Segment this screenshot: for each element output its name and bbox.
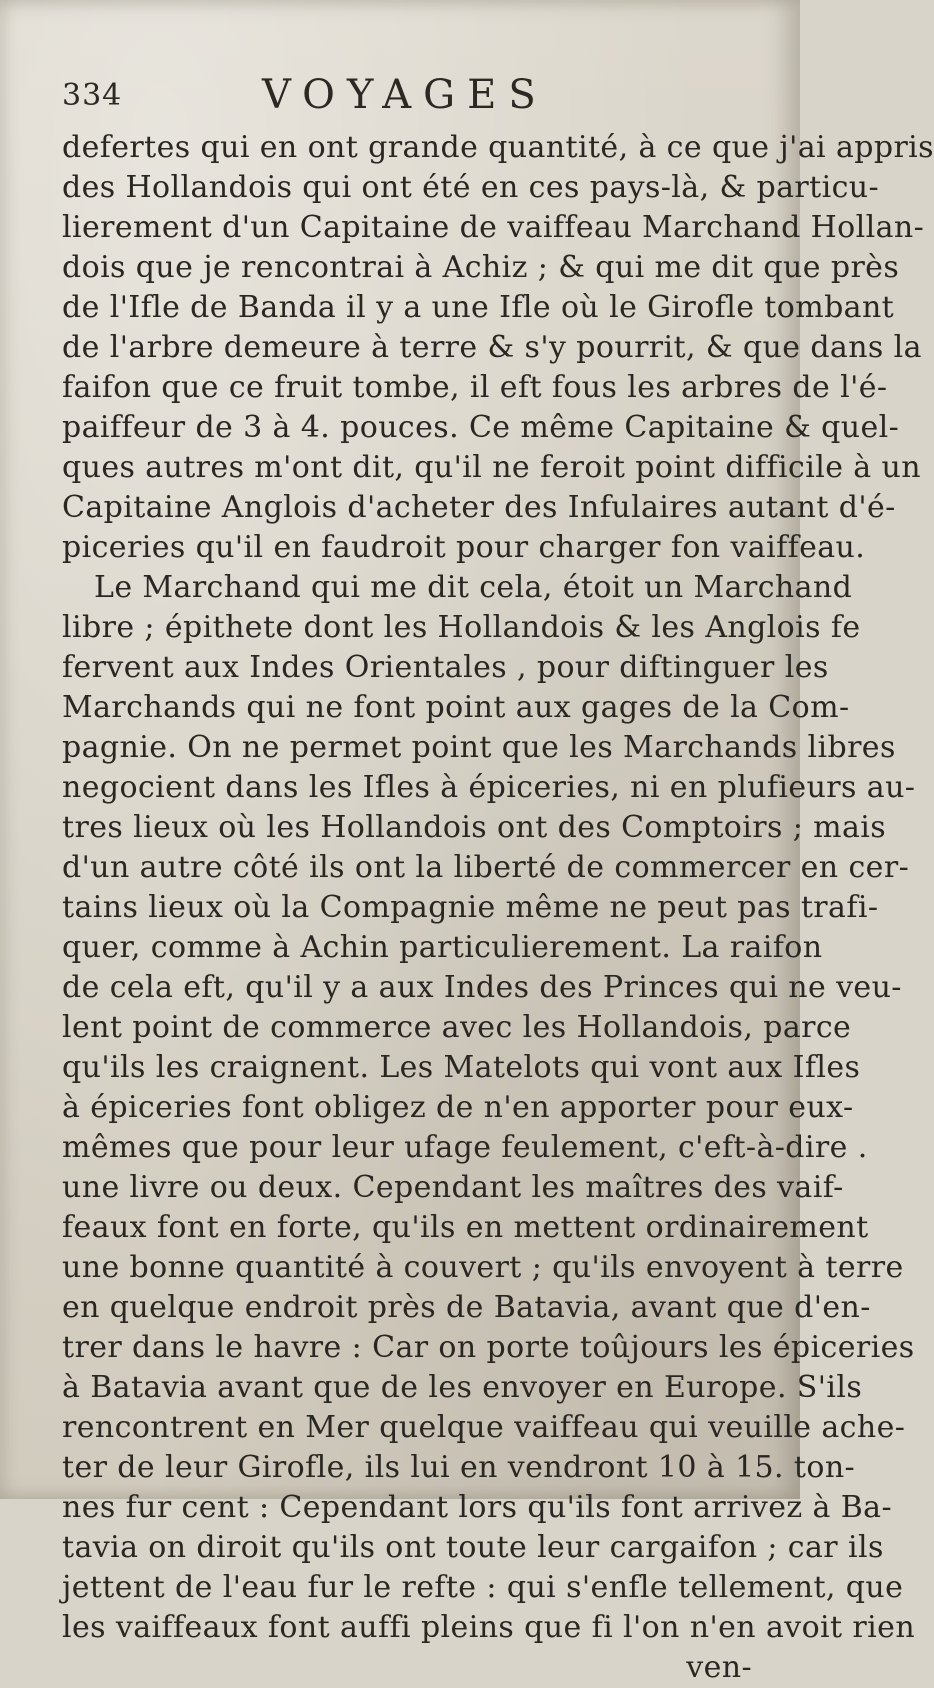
text-line: mêmes que pour leur ufage feulement, c'eft-à-dire .: [62, 1130, 868, 1165]
text-line: nes fur cent : Cependant lors qu'ils font arrivez à Ba-: [62, 1490, 893, 1525]
text-line: les vaiffeaux font auffi pleins que fi l'on n'en avoit rien: [62, 1610, 916, 1645]
text-line: à Batavia avant que de les envoyer en Europe. S'ils: [62, 1370, 863, 1405]
text-line: fervent aux Indes Orientales , pour diftinguer les: [62, 650, 829, 685]
text-line: de cela eft, qu'il y a aux Indes des Princes qui ne veu-: [62, 970, 902, 1005]
body-text: [62, 128, 934, 1688]
text-line: de l'arbre demeure à terre & s'y pourrit, & que dans la: [62, 330, 922, 365]
text-line: qu'ils les craignent. Les Matelots qui vont aux Ifles: [62, 1050, 861, 1085]
text-line: piceries qu'il en faudroit pour charger fon vaiffeau.: [62, 530, 866, 565]
text-line: quer, comme à Achin particulierement. La raifon: [62, 930, 823, 965]
text-line: negocient dans les Ifles à épiceries, ni en plufieurs au-: [62, 770, 916, 805]
text-line: lent point de commerce avec les Hollandois, parce: [62, 1010, 852, 1045]
text-line: des Hollandois qui ont été en ces pays-là, & particu-: [62, 170, 880, 205]
running-head: VOYAGES: [262, 72, 548, 118]
text-line: tavia on diroit qu'ils ont toute leur cargaifon ; car ils: [62, 1530, 884, 1565]
text-line: faifon que ce fruit tombe, il eft fous les arbres de l'é-: [62, 370, 888, 405]
text-line: paiffeur de 3 à 4. pouces. Ce même Capitaine & quel-: [62, 410, 900, 445]
text-line: trer dans le havre : Car on porte toûjours les épiceries: [62, 1330, 915, 1365]
text-line: pagnie. On ne permet point que les Marchands libres: [62, 730, 896, 765]
text-line: Capitaine Anglois d'acheter des Infulaires autant d'é-: [62, 490, 896, 525]
text-line: ter de leur Girofle, ils lui en vendront 10 à 15. ton-: [62, 1450, 856, 1485]
text-line: tres lieux où les Hollandois ont des Comptoirs ; mais: [62, 810, 887, 845]
text-line: dois que je rencontrai à Achiz ; & qui me dit que près: [62, 250, 900, 285]
text-line: une livre ou deux. Cependant les maîtres des vaif-: [62, 1170, 844, 1205]
text-line: Marchands qui ne font point aux gages de la Com-: [62, 690, 850, 725]
text-line: en quelque endroit près de Batavia, avant que d'en-: [62, 1290, 871, 1325]
text-line: feaux font en forte, qu'ils en mettent ordinairement: [62, 1210, 869, 1245]
paragraph-start-line: Le Marchand qui me dit cela, étoit un Marchand: [94, 570, 853, 605]
catchword: ven-: [686, 1650, 752, 1685]
text-line: de l'Ifle de Banda il y a une Ifle où le Girofle tombant: [62, 290, 895, 325]
text-line: d'un autre côté ils ont la liberté de commercer en cer-: [62, 850, 910, 885]
text-line: rencontrent en Mer quelque vaiffeau qui veuille ache-: [62, 1410, 906, 1445]
page-number: 334: [62, 78, 123, 113]
text-line: à épiceries font obligez de n'en apporter pour eux-: [62, 1090, 854, 1125]
text-line: jettent de l'eau fur le refte : qui s'enfle tellement, que: [62, 1570, 904, 1605]
text-line: tains lieux où la Compagnie même ne peut pas trafi-: [62, 890, 879, 925]
text-line: ques autres m'ont dit, qu'il ne feroit point difficile à un: [62, 450, 921, 485]
text-line: libre ; épithete dont les Hollandois & les Anglois fe: [62, 610, 861, 645]
page-header: [62, 72, 662, 118]
text-line: lierement d'un Capitaine de vaiffeau Marchand Hollan-: [62, 210, 925, 245]
text-line: une bonne quantité à couvert ; qu'ils envoyent à terre: [62, 1250, 904, 1285]
text-line: defertes qui en ont grande quantité, à ce que j'ai appris: [62, 130, 934, 165]
